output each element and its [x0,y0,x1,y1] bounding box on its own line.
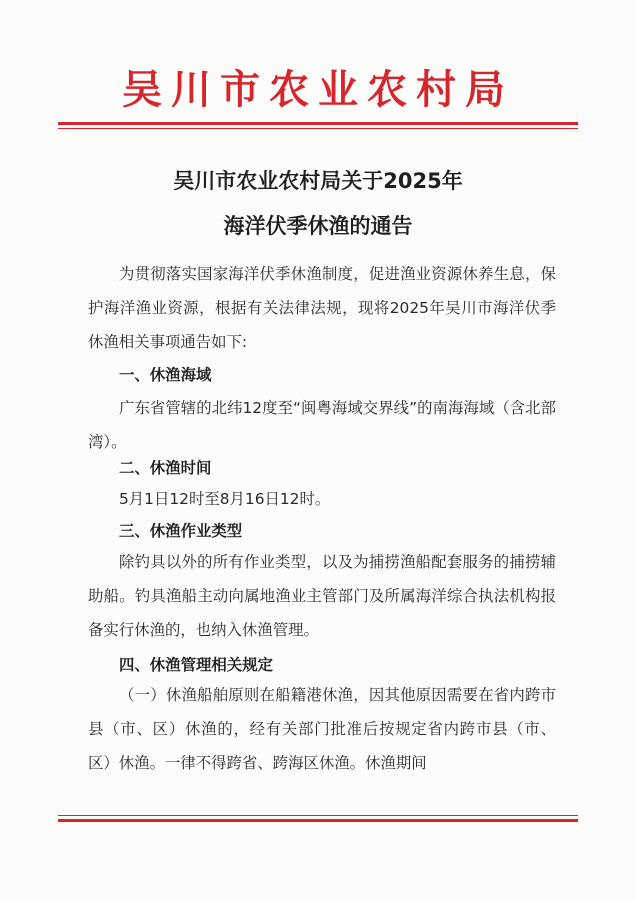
document-title-line-2: 海洋伏季休渔的通告 [223,214,413,238]
section-heading-4: 四、休渔管理相关规定 [119,656,273,674]
footer-rule-thin [58,815,578,816]
intro-paragraph: 为贯彻落实国家海洋伏季休渔制度，促进渔业资源休养生息，保护海洋渔业资源，根据有关法律法规，现将2025年吴川市海洋伏季休渔相关事项通告如下: [88,265,556,351]
section-text-4: （一）休渔船舶原则在船籍港休渔，因其他原因需要在省内跨市县（市、区）休渔的，经有关部门批准后按规定省内跨市县（市、区）休渔。一律不得跨省、跨海区休渔。休渔期间 [88,686,556,772]
footer-rule-thick [58,819,578,822]
header-rule-thick [58,122,578,125]
section-text-3: 除钓具以外的所有作业类型，以及为捕捞渔船配套服务的捕捞辅助船。钓具渔船主动向属地渔业主管部门及所属海洋综合执法机构报备实行休渔的，也纳入休渔管理。 [88,553,556,639]
document-title-line-1: 吴川市农业农村局关于2025年 [173,169,463,193]
section-text-2: 5月1日12时至8月16日12时。 [119,490,331,508]
section-heading-2: 二、休渔时间 [119,459,212,477]
section-text-1: 广东省管辖的北纬12度至“闽粤海域交界线”的南海海域（含北部湾）。 [88,399,556,451]
section-heading-1: 一、休渔海域 [119,366,212,384]
header-rule-thin [58,128,578,129]
organization-header: 吴川市农业农村局 [122,66,514,113]
section-heading-3: 三、休渔作业类型 [119,522,243,540]
